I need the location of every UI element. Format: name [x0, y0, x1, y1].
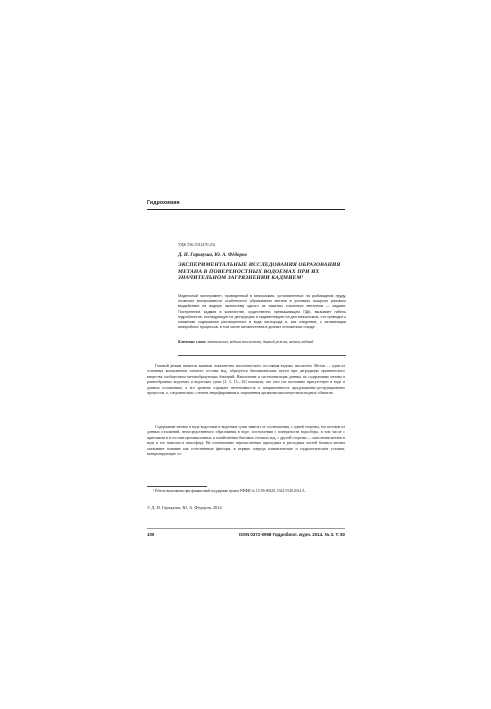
footnote-rule	[147, 486, 207, 487]
article-abstract: Модельный эксперимент, проведенный в мезокосмах, установленных на рыбоводном пруду, позволил воспроизвести особенности образования метана в условиях мощного разового воздействия на водную экосистему одного из тяжелых токсичных металлов — кадмия. Поступление кадмия в количестве, существенно превышающем ПДК, вызывает гибель гидробионтов, последующую их деструкцию и седиментацию на дно мезокосмов, что приводит к снижению содержания растворенного в воде кислорода и, как следствие, к активизации анаэробных процессов, в том числе метаногенеза в донных отложениях и воде.	[178, 294, 346, 330]
keywords-text: метаногенез, водная экосистема, донный режим, метан, кадмий.	[207, 340, 315, 344]
section-heading: Гидрохимия	[147, 200, 180, 206]
keywords-label: Ключевые слова:	[178, 340, 207, 344]
keywords-line	[178, 340, 346, 345]
page-footer	[147, 532, 345, 537]
article-title: ЭКСПЕРИМЕНТАЛЬНЫЕ ИССЛЕДОВАНИЯ ОБРАЗОВАНИЯ МЕТАНА В ПОВЕРХНОСТНЫХ ВОДОЕМАХ ПРИ ИХ ЗНАЧИТЕЛЬНОМ ЗАГРЯЗНЕНИИ КАДМИЕМ¹	[178, 262, 341, 282]
journal-citation: ISSN 0372-0998 Гидробиол. журн. 2014. № 3. Т. 50	[238, 532, 345, 537]
body-paragraph: Содержание метана в воде водотоков и водоемов суши зависит от соотношения, с одной стороны, его потоков из донных отложений, непосредственного образования в воде, поступления с поверхности водосбора, в том числе с притоками и в составе промышленных и хозяйственно-бытовых сточных вод, с другой стороны — окисления метана в воде и его эмиссии в атмосферу. На соотношение перечисленных приходных и расходных частей баланса метана оказывают влияние как естественные факторы, в первую очередь климатические и гидрологические условия, контролирующие со-	[147, 425, 345, 457]
page-number: 100	[147, 532, 155, 537]
copyright-line: © Д. Н. Гарькуша, Ю. А. Фёдоров, 2014	[147, 505, 222, 510]
article-authors: Д. Н. Гарькуша, Ю. А. Фёдоров	[178, 253, 247, 258]
header-rule	[147, 209, 345, 210]
keywords-rule	[178, 355, 346, 356]
udc-code: УДК 556.531(470.23)	[178, 242, 216, 247]
body-paragraph: Газовый режим является важным показателем экологического состояния водных экосистем. Метан — один из основных компонентов газового состава вод, образуется биохимическим путем при деградации органического вещества сообществом метанобразующих бактерий. Накопление и систематизация данных по содержанию метана в разнообразных водоемах и водотоках суши [2, 3, 13—16] показали, что этот газ постоянно присутствует в воде и донных отложениях, а его уровень отражает интенсивность и направленность продукционно-деструкционных процессов, а, следовательно, степень эвтрофирования и загрязнения органическим веществом водных объектов.	[147, 364, 345, 396]
footer-rule	[147, 528, 345, 529]
footnote: ¹ Работа выполнена при финансовой поддержке гранта РФФИ № 12-05-00420, 1022-5548.2014 А.	[153, 489, 306, 493]
